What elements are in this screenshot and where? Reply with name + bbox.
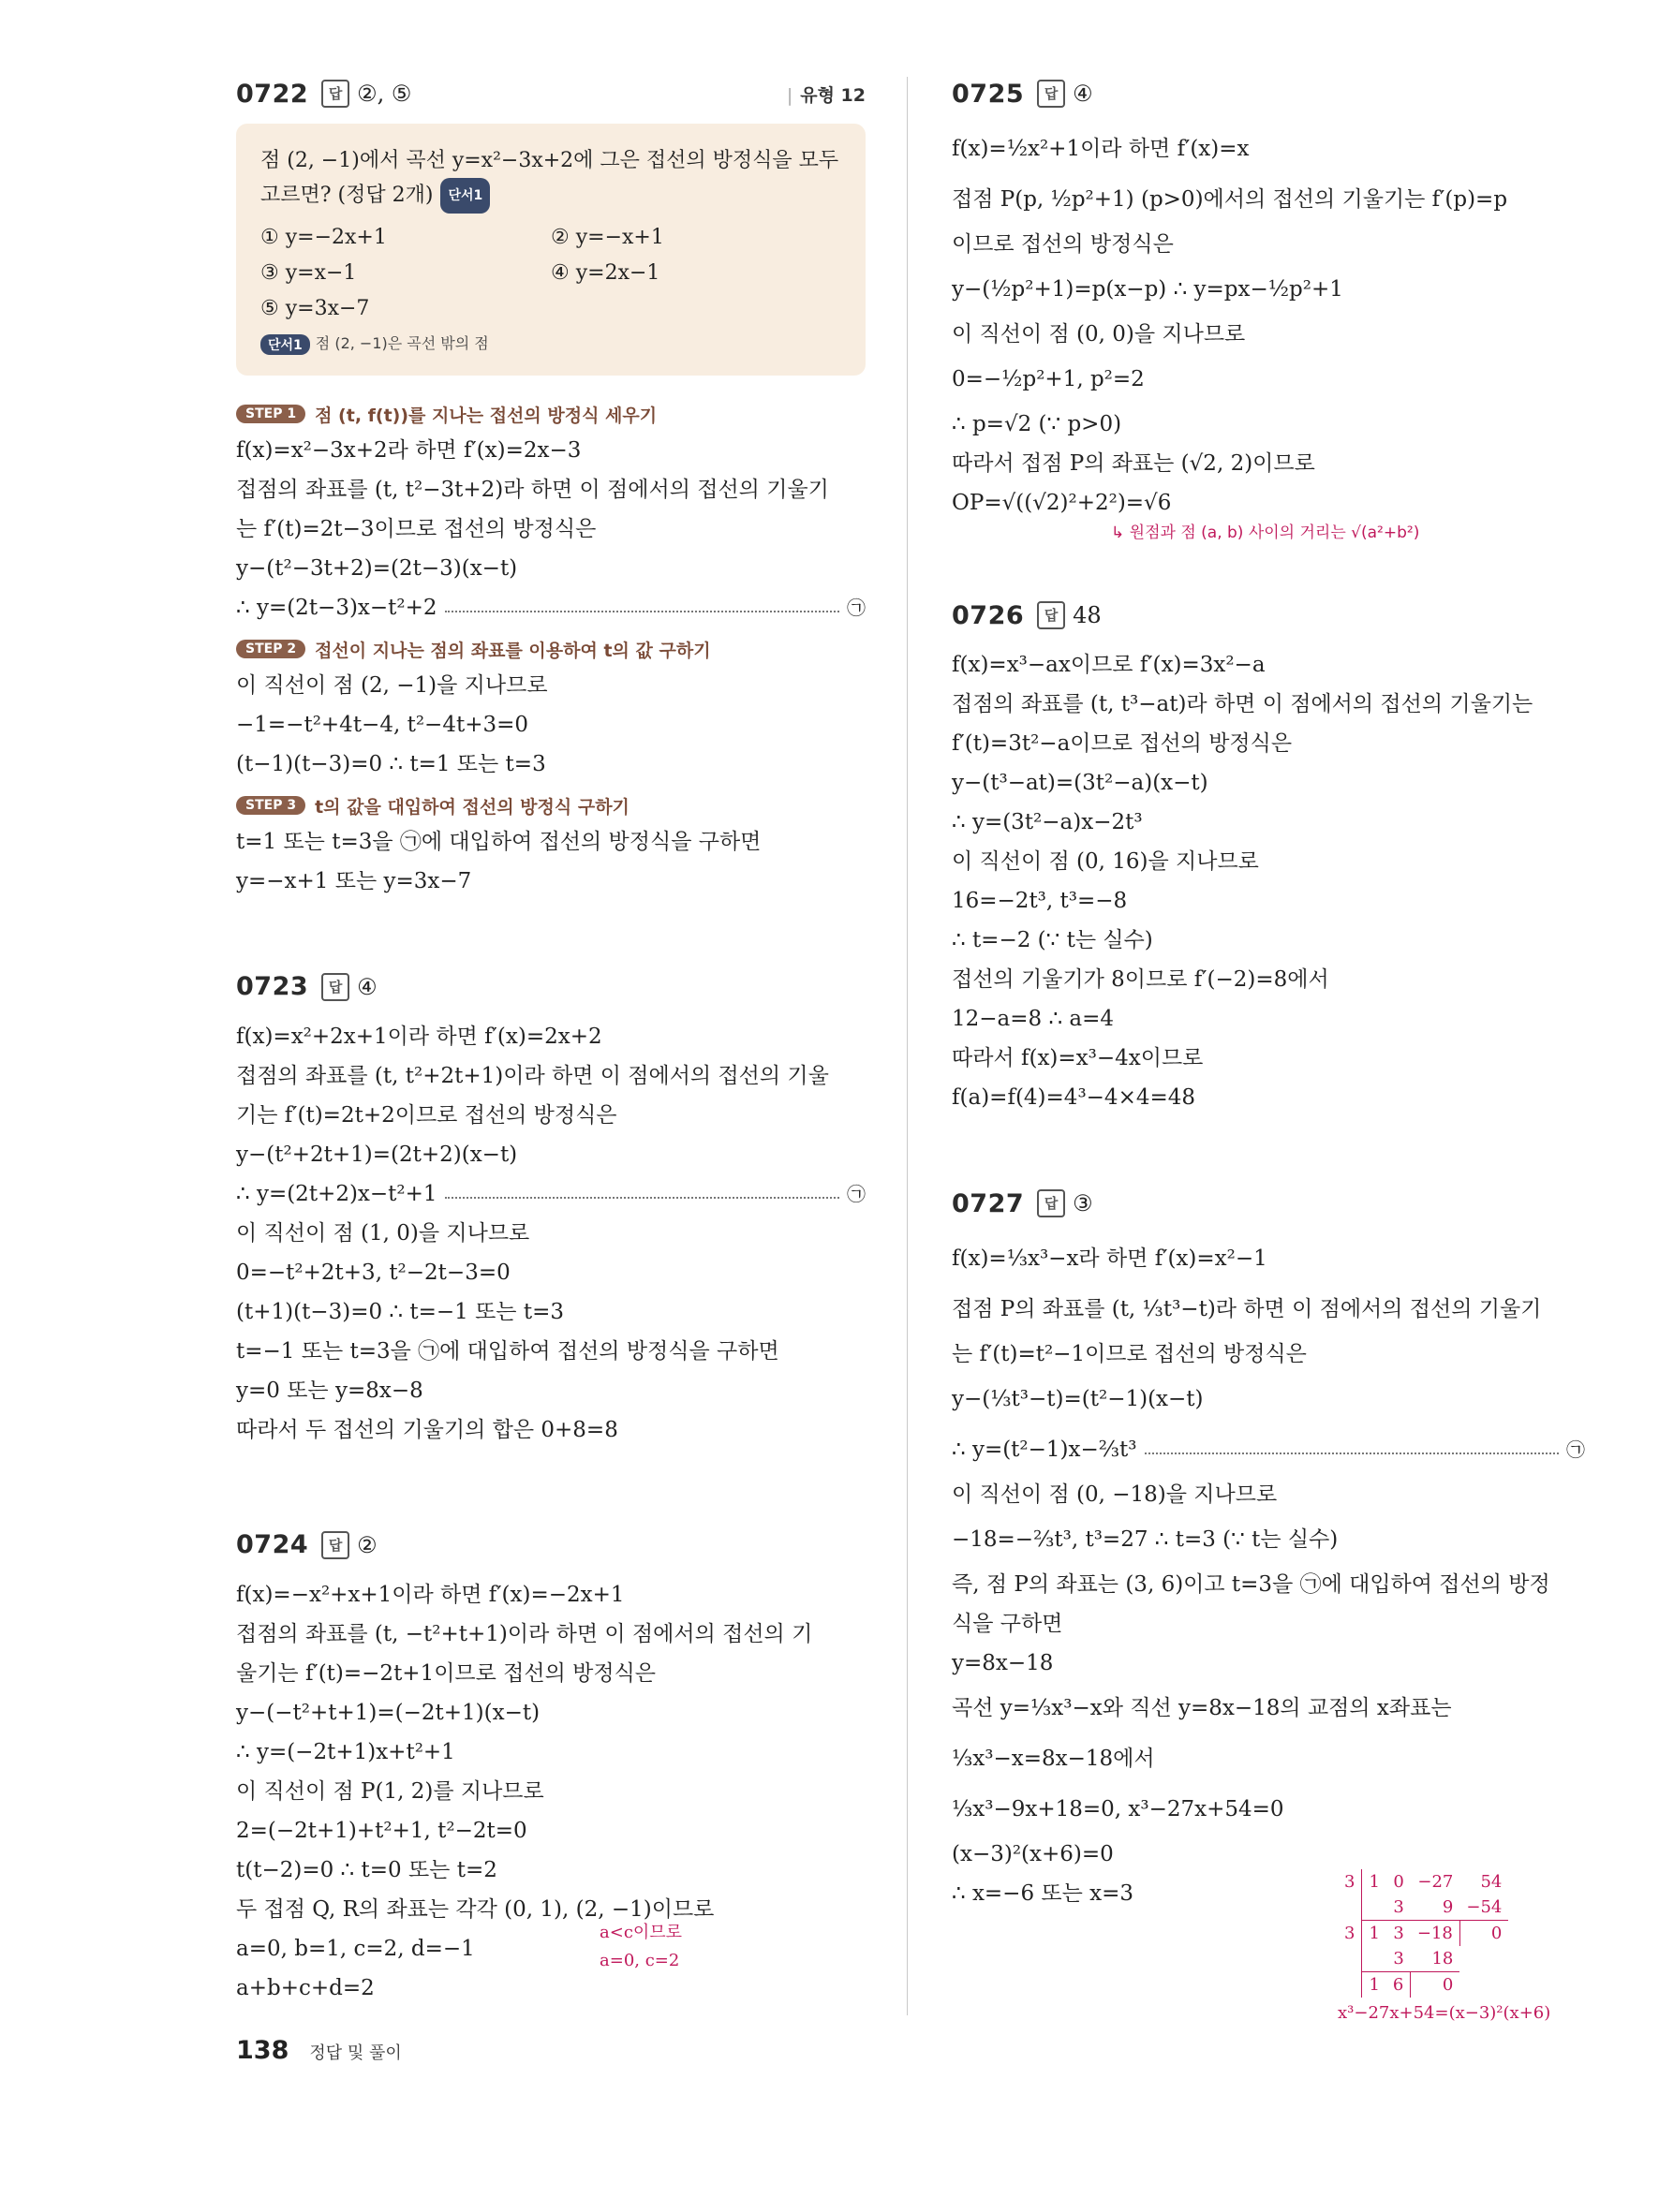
solution-line: 이 직선이 점 (0, −18)을 지나므로 [952, 1482, 1278, 1507]
solution-line: y−(½p²+1)=p(x−p) ∴ y=px−½p²+1 [952, 277, 1343, 302]
circle-mark: ㉠ [1566, 1438, 1585, 1461]
answer-icon: 답 [321, 80, 349, 108]
solution-line: (t+1)(t−3)=0 ∴ t=−1 또는 t=3 [236, 1299, 564, 1324]
problem-0724 [236, 1525, 866, 2008]
right-column [952, 73, 1585, 1966]
problem-0723 [236, 966, 866, 1450]
solution-line: 이 직선이 점 (0, 0)을 지나므로 [952, 322, 1246, 347]
solution-line: y−(t²+2t+1)=(2t+2)(x−t) [236, 1142, 518, 1167]
page-number: 138 [236, 2036, 289, 2065]
step-2 [236, 637, 866, 662]
answer-icon: 답 [321, 973, 349, 1001]
synth-row: 3 1 0 −27 54 [1338, 1869, 1508, 1895]
solution-line: 기는 f′(t)=2t+2이므로 접선의 방정식은 [236, 1102, 617, 1128]
problem-number: 0725 [952, 79, 1025, 109]
synth-row: 3 1 3 −18 0 [1338, 1921, 1508, 1947]
problem-header [236, 1525, 866, 1566]
answer-icon: 답 [1037, 1189, 1065, 1217]
problem-header [952, 73, 1585, 114]
solution-line: OP=√((√2)²+2²)=√6 [952, 491, 1172, 515]
solution-line: a+b+c+d=2 [236, 1975, 375, 2000]
solution-line: f(x)=x²−3x+2라 하면 f′(x)=2x−3 [236, 437, 582, 463]
solution-line-marked: ∴ y=(2t+2)x−t²+1 ㉠ [236, 1174, 866, 1214]
solution-line: 접점의 좌표를 (t, t³−at)라 하면 이 점에서의 접선의 기울기는 [952, 692, 1533, 716]
solution-line: y=0 또는 y=8x−8 [236, 1378, 423, 1403]
choice-2: ② y=−x+1 [551, 226, 664, 249]
choice-5: ⑤ y=3x−7 [260, 297, 370, 320]
solution-line: y−(t³−at)=(3t²−a)(x−t) [952, 771, 1208, 795]
step-title: 접선이 지나는 점의 좌표를 이용하여 t의 값 구하기 [315, 640, 711, 661]
answer-value: ④ [357, 973, 378, 1000]
solution-line: 2=(−2t+1)+t²+1, t²−2t=0 [236, 1818, 527, 1843]
solution-line: 이 직선이 점 (1, 0)을 지나므로 [236, 1220, 530, 1246]
solution-line: (t−1)(t−3)=0 ∴ t=1 또는 t=3 [236, 751, 546, 776]
solution-line: t=1 또는 t=3을 ㉠에 대입하여 접선의 방정식을 구하면 [236, 829, 762, 854]
synthetic-division-caption: x³−27x+54=(x−3)²(x+6) [1338, 2003, 1551, 2023]
choice-4: ④ y=2x−1 [551, 261, 660, 285]
solution-line: 이 직선이 점 (0, 16)을 지나므로 [952, 849, 1259, 874]
problem-0726 [952, 595, 1585, 1117]
choice-1: ① y=−2x+1 [260, 226, 387, 249]
solution-line: 따라서 f(x)=x³−4x이므로 [952, 1046, 1204, 1070]
solution-line: y−(t²−3t+2)=(2t−3)(x−t) [236, 555, 518, 581]
solution-line: 접점 P(p, ½p²+1) (p>0)에서의 접선의 기울기는 f′(p)=p [952, 187, 1508, 212]
solution-line: ⅓x³−9x+18=0, x³−27x+54=0 [952, 1797, 1284, 1821]
answer-value: 48 [1073, 602, 1102, 628]
choice-3: ③ y=x−1 [260, 261, 357, 285]
solution-line: t=−1 또는 t=3을 ㉠에 대입하여 접선의 방정식을 구하면 [236, 1338, 779, 1364]
solution-line: 접점의 좌표를 (t, t²+2t+1)이라 하면 이 점에서의 접선의 기울 [236, 1063, 829, 1088]
step-1 [236, 402, 866, 427]
step-badge: STEP 1 [236, 405, 305, 423]
solution-line: ⅓x³−x=8x−18에서 [952, 1747, 1155, 1771]
column-divider [907, 77, 908, 2015]
problem-header [952, 1183, 1585, 1224]
solution-line: f(x)=½x²+1이라 하면 f′(x)=x [952, 137, 1250, 161]
hint-line: 단서1 점 (2, −1)은 곡선 밖의 점 [260, 332, 841, 355]
answer-value: ② [357, 1531, 378, 1558]
answer-icon: 답 [321, 1531, 349, 1559]
solution-line: 는 f′(t)=2t−3이므로 접선의 방정식은 [236, 516, 597, 541]
solution-line: f(x)=x²+2x+1이라 하면 f′(x)=2x+2 [236, 1024, 602, 1049]
page-label: 정답 및 풀이 [309, 2043, 402, 2063]
solution-line: 는 f′(t)=t²−1이므로 접선의 방정식은 [952, 1342, 1307, 1366]
distance-note: ↳ 원점과 점 (a, b) 사이의 거리는 √(a²+b²) [1111, 524, 1420, 542]
side-note: a<c이므로 [600, 1922, 683, 1942]
solution-line: 울기는 f′(t)=−2t+1이므로 접선의 방정식은 [236, 1660, 657, 1686]
solution-line: 이므로 접선의 방정식은 [952, 232, 1174, 257]
type-tag: | 유형 12 [786, 84, 866, 106]
answer-value: ③ [1073, 1190, 1093, 1217]
solution-line: y=8x−18 [952, 1651, 1054, 1675]
circle-mark: ㉠ [847, 1182, 866, 1205]
problem-number: 0722 [236, 79, 309, 109]
solution-line: ∴ t=−2 (∵ t는 실수) [952, 928, 1153, 952]
problem-number: 0727 [952, 1188, 1025, 1218]
solution-line: ∴ p=√2 (∵ p>0) [952, 412, 1122, 436]
synth-row: 1 6 0 [1338, 1972, 1508, 1998]
solution-line: ∴ y=(−2t+1)x+t²+1 [236, 1739, 455, 1764]
solution-line: ∴ x=−6 또는 x=3 [952, 1881, 1134, 1906]
solution-line: ∴ y=(3t²−a)x−2t³ [952, 810, 1143, 834]
solution-line: 이 직선이 점 (2, −1)을 지나므로 [236, 672, 548, 698]
left-column [236, 73, 866, 2060]
side-note: a=0, c=2 [600, 1950, 680, 1970]
answer-icon: 답 [1037, 80, 1065, 108]
solution-line: 접점 P의 좌표를 (t, ⅓t³−t)라 하면 이 점에서의 접선의 기울기 [952, 1297, 1542, 1321]
solution-line: 접선의 기울기가 8이므로 f′(−2)=8에서 [952, 967, 1329, 992]
solution-line: y−(−t²+t+1)=(−2t+1)(x−t) [236, 1700, 541, 1725]
solution-line: 따라서 두 접선의 기울기의 합은 0+8=8 [236, 1417, 618, 1442]
solution-line: f(x)=−x²+x+1이라 하면 f′(x)=−2x+1 [236, 1582, 625, 1607]
step-badge: STEP 3 [236, 796, 305, 815]
solution-line: 12−a=8 ∴ a=4 [952, 1007, 1115, 1031]
answer-value: ②, ⑤ [357, 81, 412, 107]
page-footer [236, 2036, 402, 2065]
solution-line: 이 직선이 점 P(1, 2)를 지나므로 [236, 1778, 544, 1804]
answer-icon: 답 [1037, 601, 1065, 629]
problem-0725 [952, 73, 1585, 542]
solution-line: 즉, 점 P의 좌표는 (3, 6)이고 t=3을 ㉠에 대입하여 접선의 방정 [952, 1572, 1550, 1597]
question-box [236, 124, 866, 376]
solution-line: 0=−t²+2t+3, t²−2t−3=0 [236, 1260, 511, 1285]
solution-line: 접점의 좌표를 (t, −t²+t+1)이라 하면 이 점에서의 접선의 기 [236, 1621, 813, 1646]
problem-0722 [236, 73, 866, 901]
step-title: t의 값을 대입하여 접선의 방정식 구하기 [315, 796, 630, 818]
solution-line: y−(⅓t³−t)=(t²−1)(x−t) [952, 1387, 1204, 1411]
hint-badge: 단서1 [440, 178, 490, 214]
solution-line: (x−3)²(x+6)=0 [952, 1842, 1114, 1866]
solution-line: −18=−⅔t³, t³=27 ∴ t=3 (∵ t는 실수) [952, 1527, 1339, 1552]
problem-number: 0724 [236, 1530, 309, 1559]
solution-line-marked: ∴ y=(t²−1)x−⅔t³ ㉠ [952, 1424, 1585, 1475]
solution-line: 두 접점 Q, R의 좌표는 각각 (0, 1), (2, −1)이므로 [236, 1896, 715, 1922]
problem-header [236, 73, 866, 114]
synthetic-division [1338, 1869, 1550, 2023]
solution-line: 접점의 좌표를 (t, t²−3t+2)라 하면 이 점에서의 접선의 기울기 [236, 477, 829, 502]
solution-line: f(x)=x³−ax이므로 f′(x)=3x²−a [952, 653, 1266, 677]
problem-header [236, 966, 866, 1008]
solution-line: f(x)=⅓x³−x라 하면 f′(x)=x²−1 [952, 1246, 1267, 1271]
step-badge: STEP 2 [236, 640, 305, 658]
answer-value: ④ [1073, 81, 1093, 107]
step-3 [236, 793, 866, 818]
synth-row: 3 18 [1338, 1946, 1508, 1972]
solution-line: 16=−2t³, t³=−8 [952, 889, 1128, 913]
question-text: 점 (2, −1)에서 곡선 y=x²−3x+2에 그은 접선의 방정식을 모두 고르면? (정답 2개) 단서1 [260, 144, 841, 214]
problem-number: 0723 [236, 972, 309, 1001]
problem-number: 0726 [952, 600, 1025, 630]
solution-line: 따라서 접점 P의 좌표는 (√2, 2)이므로 [952, 451, 1315, 476]
problem-0727 [952, 1183, 1585, 1913]
synth-row: 3 9 −54 [1338, 1895, 1508, 1921]
circle-mark: ㉠ [847, 596, 866, 619]
solution-line: 0=−½p²+1, p²=2 [952, 367, 1145, 391]
solution-line: 식을 구하면 [952, 1612, 1063, 1636]
solution-line: t(t−2)=0 ∴ t=0 또는 t=2 [236, 1857, 497, 1882]
solution-line: −1=−t²+4t−4, t²−4t+3=0 [236, 712, 529, 737]
solution-line-marked: ∴ y=(2t−3)x−t²+2 ㉠ [236, 588, 866, 627]
solution-line: y=−x+1 또는 y=3x−7 [236, 868, 472, 893]
synthetic-division-table [1338, 1869, 1508, 1998]
solution-line: a=0, b=1, c=2, d=−1 a<c이므로 a=0, c=2 [236, 1929, 866, 1969]
solution-line: f(a)=f(4)=4³−4×4=48 [952, 1085, 1196, 1110]
solution-line: 곡선 y=⅓x³−x와 직선 y=8x−18의 교점의 x좌표는 [952, 1696, 1452, 1720]
step-title: 점 (t, f(t))를 지나는 접선의 방정식 세우기 [315, 405, 658, 426]
problem-header [952, 595, 1585, 636]
choices [260, 223, 841, 324]
solution-line: f′(t)=3t²−a이므로 접선의 방정식은 [952, 731, 1293, 756]
